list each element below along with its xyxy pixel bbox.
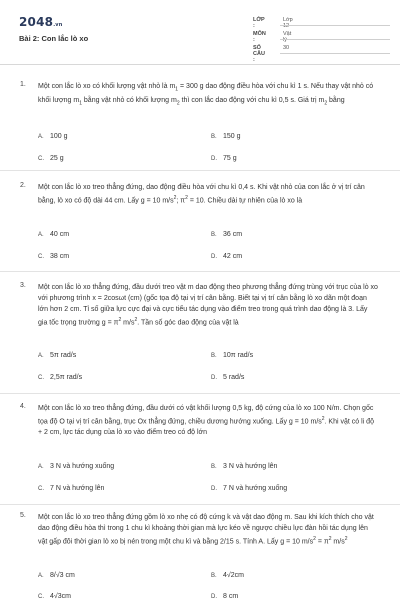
option-c[interactable]: C. 38 cm xyxy=(38,253,70,260)
document-header xyxy=(0,0,400,64)
question-number: 3. xyxy=(20,282,26,289)
class-label: LỚP : xyxy=(253,17,265,29)
question-divider xyxy=(0,393,400,394)
option-d[interactable]: D. 7 N và hướng xuống xyxy=(211,485,288,492)
option-a[interactable]: A. 8/√3 cm xyxy=(38,572,75,579)
option-b[interactable]: B. 36 cm xyxy=(211,231,243,238)
subject-label: MÔN : xyxy=(253,31,266,43)
question-divider xyxy=(0,504,400,505)
question-text: Một con lắc lò xo treo thẳng đứng gồm lò xo nhẹ có độ cứng k và vật dao động m. Sau khi kích thích cho vật dao động điều hòa thì trong 1 chu kì khoảng thời gian mà lực kéo về ngược chiều lực đàn hồi tác dụng lên vật gấp đôi thời gian lò xo bị nén trong một chu kì và bằng 2/15 s. Tính A. Lấy g = 10 $m/s^2 = \pi^2$ $m/s^2$ xyxy=(38,514,374,546)
question-count-underline xyxy=(280,53,390,54)
question-count-value: 30 xyxy=(283,45,290,51)
option-c[interactable]: C. 2,5π rad/s xyxy=(38,374,83,381)
question-count-label: SỐ CÂU : xyxy=(253,45,265,63)
question-text: Một con lắc lò xo thẳng đứng, đầu dưới treo vật m dao động theo phương thẳng đứng trùng với trục của lò xo với phương trình x = 2cosωt (cm) (gốc tọa độ tại vị trí cân bằng. Biết tại vị trí cân bằng lò xo dãn một đoạn lớn hơn 2 cm. Tỉ số giữa lực cực đại và cực tiểu tác dụng vào điểm treo trong quá trình dao động là 3. Lấy gia tốc trọng trường $g = \pi^2$ $m/s^2$. Tần số góc dao động của vật là xyxy=(38,284,378,327)
option-d[interactable]: D. 5 rad/s xyxy=(211,374,245,381)
option-a[interactable]: A. 40 cm xyxy=(38,231,70,238)
option-c[interactable]: C. 7 N và hướng lên xyxy=(38,485,105,492)
header-divider xyxy=(0,64,400,65)
class-value: Lớp 12 xyxy=(283,17,293,29)
subject-value: Vật lý xyxy=(283,31,292,43)
question-number: 4. xyxy=(20,403,26,410)
question-text: Một con lắc lò xo có khối lượng vật nhỏ là $m_1 = 300$ g dao động điều hòa với chu kì 1 s. Nếu thay vật nhỏ có khối lượng $m_1$ bằng vật nhỏ có khối lượng $m_2$ thì con lắc dao động với chu kì 0,5 s. Giá trị $m_2$ bằng xyxy=(38,83,374,107)
question-number: 2. xyxy=(20,182,26,189)
option-a[interactable]: A. 5π rad/s xyxy=(38,352,77,359)
option-d[interactable]: D. 8 cm xyxy=(211,593,239,600)
class-underline xyxy=(280,25,390,26)
option-b[interactable]: B. 3 N và hướng lên xyxy=(211,463,278,470)
question-text: Một con lắc lò xo treo thẳng đứng, đầu dưới có vật khối lượng 0,5 kg, độ cứng của lò xo 100 N/m. Chọn gốc tọa độ O tại vị trí cân bằng, trục Ox thẳng đứng, chiều dương hướng xuống. Lấy g = 10 $m/s^2$. Khi vật có li độ + 2 cm, lực tác dụng của lò xo vào điểm treo có độ lớn xyxy=(38,405,374,437)
logo-suffix: .vn xyxy=(53,22,63,28)
question-number: 5. xyxy=(20,512,26,519)
question-number: 1. xyxy=(20,81,26,88)
question-divider xyxy=(0,271,400,272)
site-logo[interactable] xyxy=(19,15,63,29)
option-a[interactable]: A. 100 g xyxy=(38,133,68,140)
question-text: Một con lắc lò xo treo thẳng đứng, dao động điều hòa với chu kì 0,4 s. Khi vật nhỏ của con lắc ở vị trí cân bằng, lò xo có độ dài 44 cm. Lấy g = 10 $m/s^2$; $\pi^2 = 10$. Chiều dài tự nhiên của lò xo là xyxy=(38,184,365,205)
option-a[interactable]: A. 3 N và hướng xuống xyxy=(38,463,115,470)
option-b[interactable]: B. 4√2cm xyxy=(211,572,244,579)
lesson-title: Bài 2: Con lắc lò xo xyxy=(19,34,89,43)
subject-underline xyxy=(280,39,390,40)
option-b[interactable]: B. 150 g xyxy=(211,133,241,140)
question-divider xyxy=(0,170,400,171)
option-b[interactable]: B. 10π rad/s xyxy=(211,352,254,359)
option-c[interactable]: C. 25 g xyxy=(38,155,64,162)
logo-text: 2048 xyxy=(19,15,54,29)
option-c[interactable]: C. 4√3cm xyxy=(38,593,71,600)
option-d[interactable]: D. 42 cm xyxy=(211,253,243,260)
option-d[interactable]: D. 75 g xyxy=(211,155,237,162)
